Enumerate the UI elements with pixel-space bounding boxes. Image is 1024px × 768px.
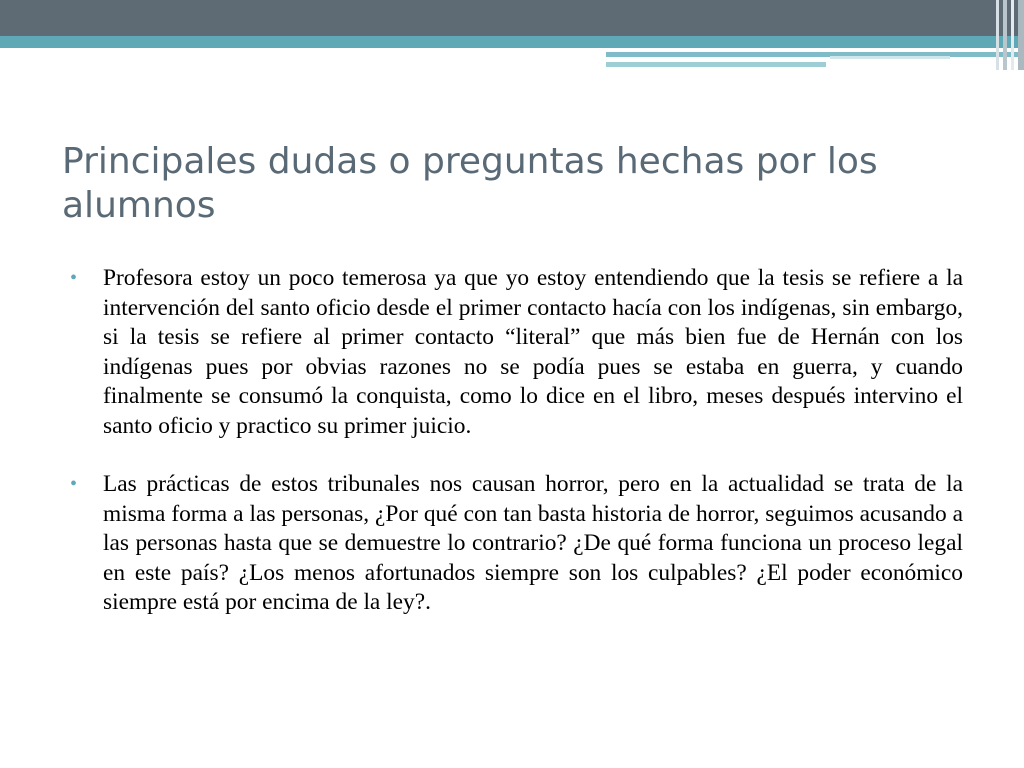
bullet-item: [70, 470, 963, 618]
header-band: [0, 0, 1024, 36]
stripe: [1018, 0, 1024, 70]
bullet-dot-icon: •: [70, 473, 78, 495]
accent-line: [830, 56, 950, 59]
bullet-text: Las prácticas de estos tribunales nos causan horror, pero en la actualidad se trata de la misma forma a las personas, ¿Por qué con tan basta historia de horror, seguimos acusando a las personas hasta que se demuestre lo contrario? ¿De qué forma funciona un proceso legal en este país? ¿Los menos afortunados siempre son los culpables? ¿El poder económico siempre está por encima de la ley?.: [103, 471, 963, 615]
slide-title: Principales dudas o preguntas hechas por los alumnos: [62, 141, 878, 226]
accent-line: [606, 52, 1024, 57]
stripe: [996, 0, 999, 70]
stripe: [1011, 0, 1014, 70]
accent-line: [606, 62, 826, 67]
bullet-dot-icon: •: [70, 267, 78, 289]
bullet-text: Profesora estoy un poco temerosa ya que yo estoy entendiendo que la tesis se refiere a la intervención del santo oficio desde el primer contacto hacía con los indígenas, sin embargo, si la tesis se refiere al primer contacto “literal” que más bien fue de Hernán con los indígenas pues por obvias razones no se podía pues se estaba en guerra, y cuando finalmente se consumó la conquista, como lo dice en el libro, meses después intervino el santo oficio y practico su primer juicio.: [103, 265, 963, 439]
decorative-stripes: [992, 0, 1024, 70]
bullet-item: [70, 264, 963, 441]
stripe: [1003, 0, 1007, 70]
bullet-list: [70, 264, 963, 647]
accent-band: [0, 36, 1024, 48]
